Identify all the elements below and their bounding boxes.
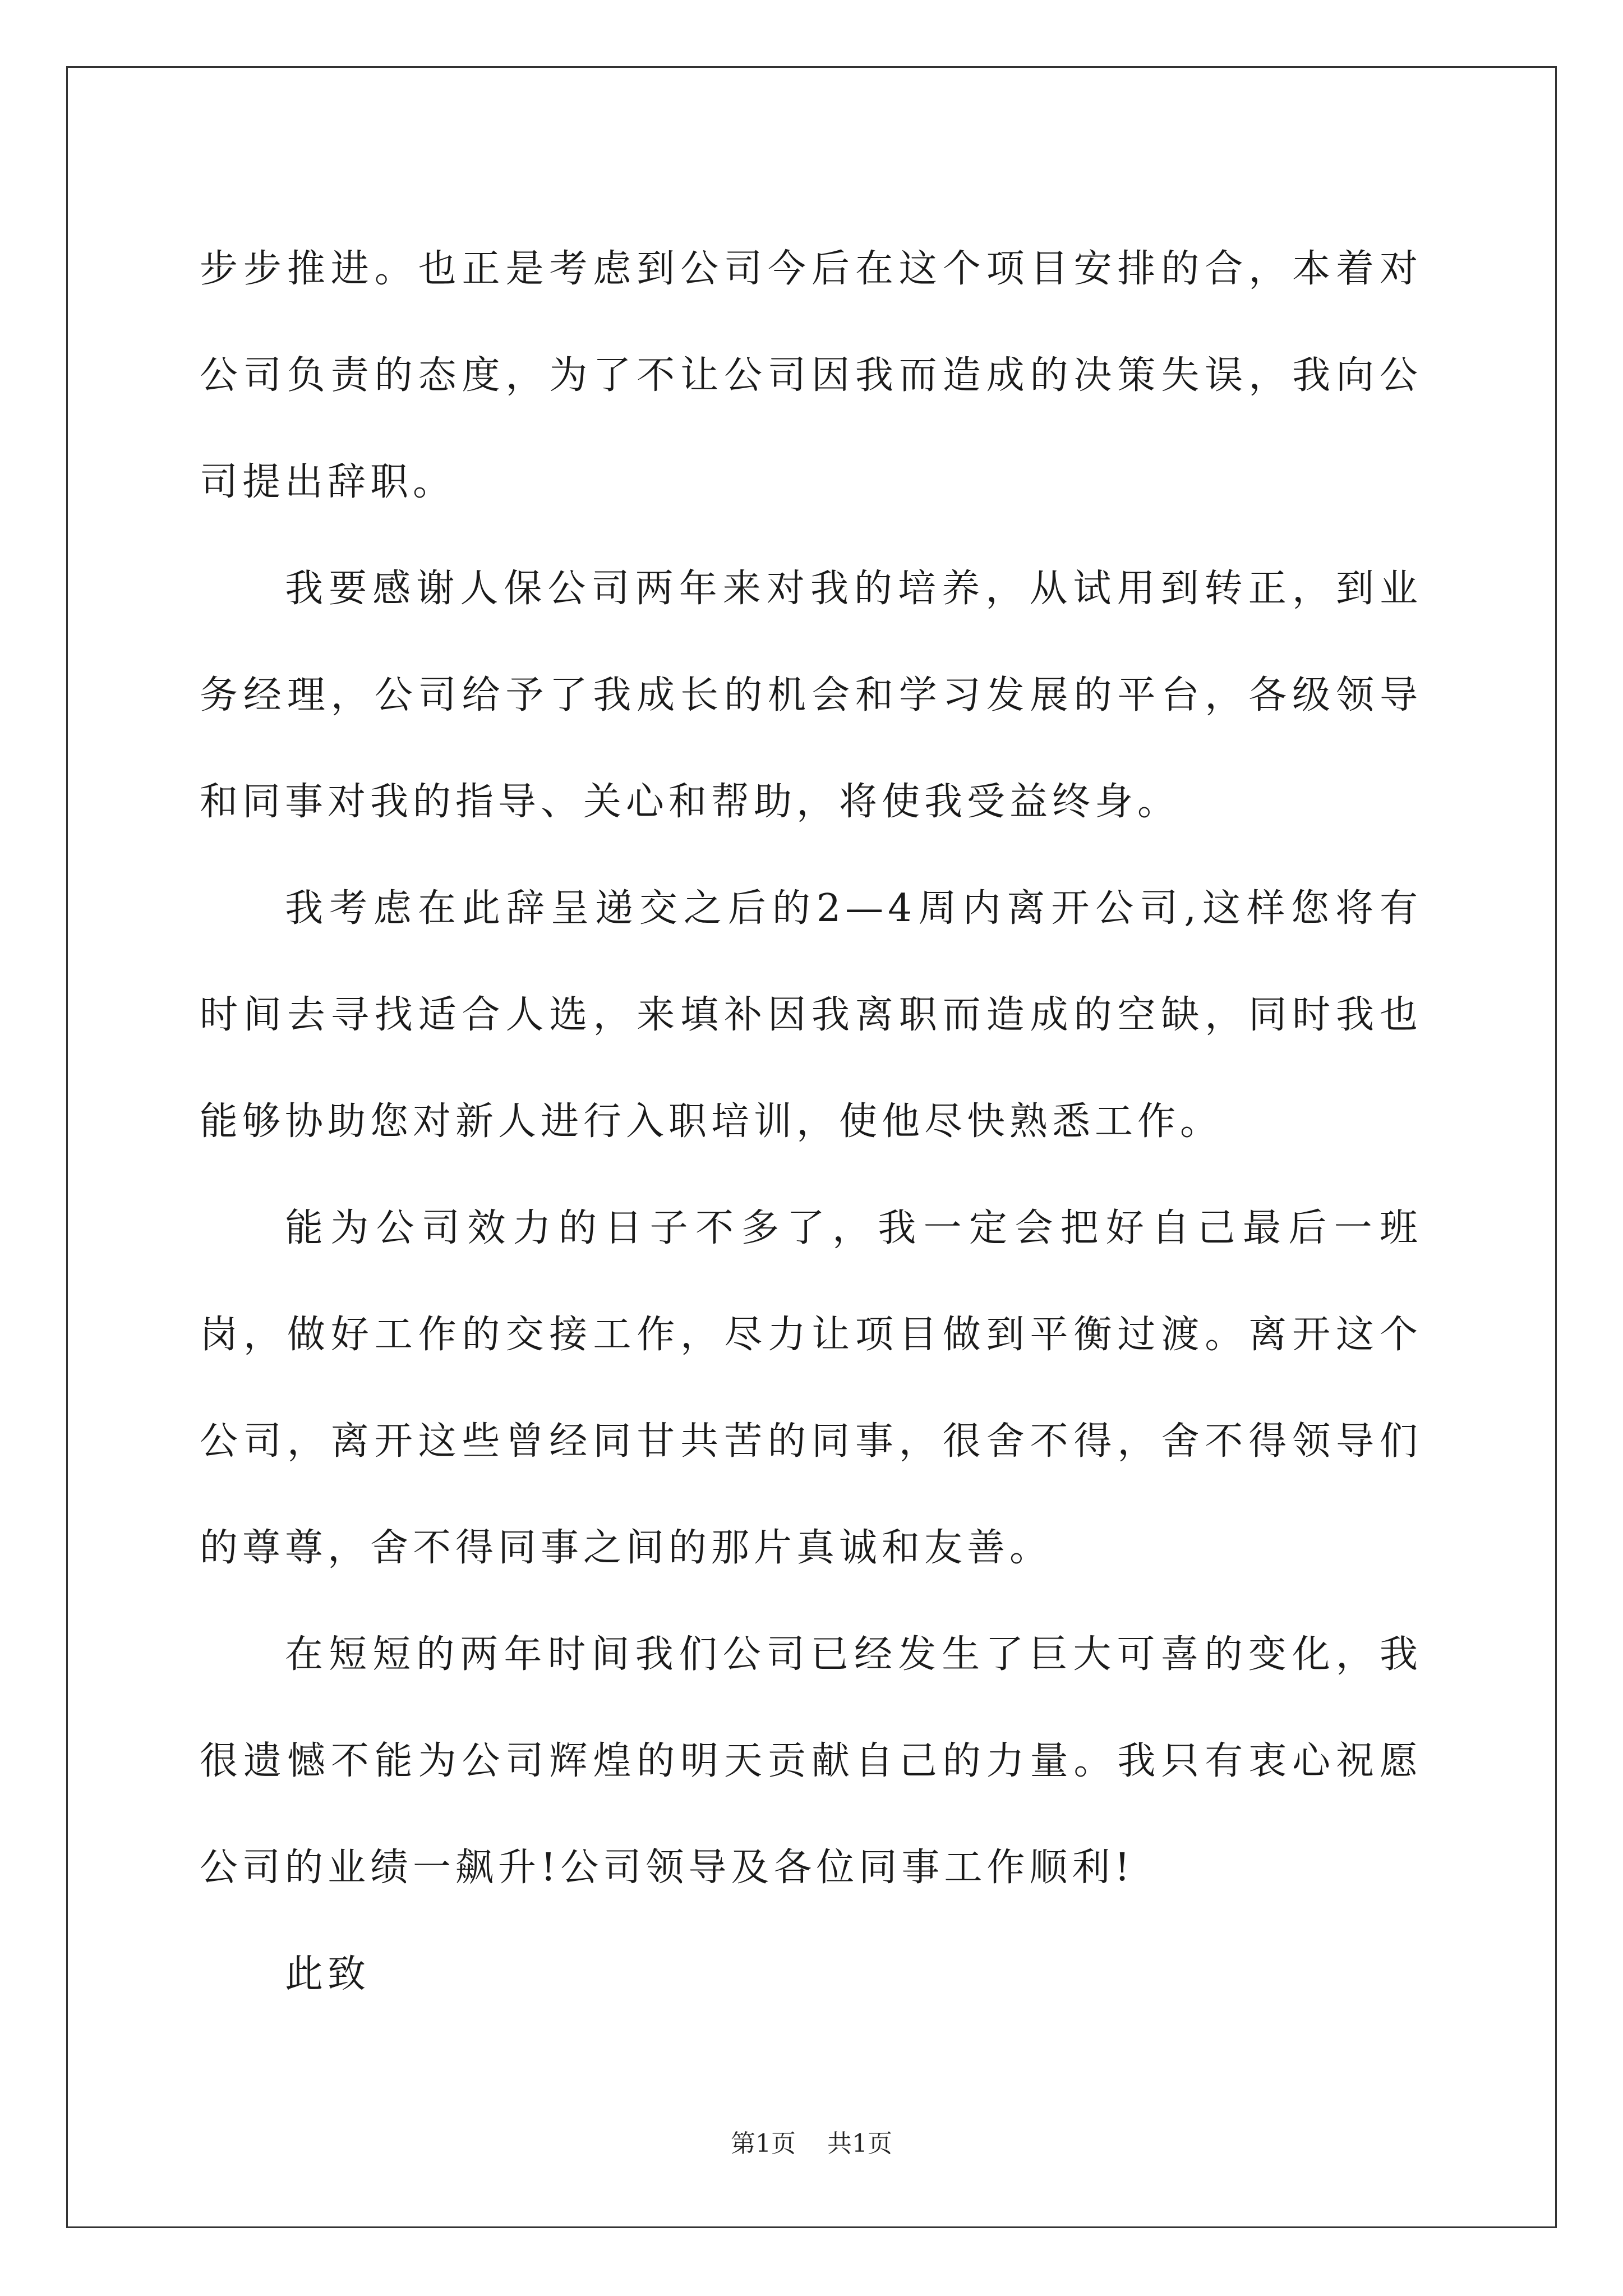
page-footer (0, 2127, 1623, 2161)
paragraph-2: 我要感谢人保公司两年来对我的培养，从试用到转正，到业务经理，公司给予了我成长的机会和学习发展的平台，各级领导和同事对我的指导、关心和帮助，将使我受益终身。 (200, 567, 1422, 824)
closing-salutation: 此致 (285, 1952, 371, 1996)
paragraph-1: 步步推进。也正是考虑到公司今后在这个项目安排的合，本着对公司负责的态度，为了不让公司因我而造成的决策失误，我向公司提出辞职。 (200, 247, 1422, 504)
document-body (200, 216, 1422, 2028)
paragraph-4: 能为公司效力的日子不多了，我一定会把好自己最后一班岗，做好工作的交接工作，尽力让项目做到平衡过渡。离开这个公司，离开这些曾经同甘共苦的同事，很舍不得，舍不得领导们的尊尊，舍不得同事之间的那片真诚和友善。 (200, 1206, 1422, 1570)
paragraph-3: 我考虑在此辞呈递交之后的2—4周内离开公司,这样您将有时间去寻找适合人选，来填补因我离职而造成的空缺，同时我也能够协助您对新人进行入职培训，使他尽快熟悉工作。 (200, 886, 1422, 1144)
page-number: 第1页 (731, 2129, 796, 2158)
page-total: 共1页 (827, 2129, 892, 2158)
paragraph-5: 在短短的两年时间我们公司已经发生了巨大可喜的变化，我很遗憾不能为公司辉煌的明天贡献自己的力量。我只有衷心祝愿公司的业绩一飙升!公司领导及各位同事工作顺利! (200, 1632, 1422, 1890)
